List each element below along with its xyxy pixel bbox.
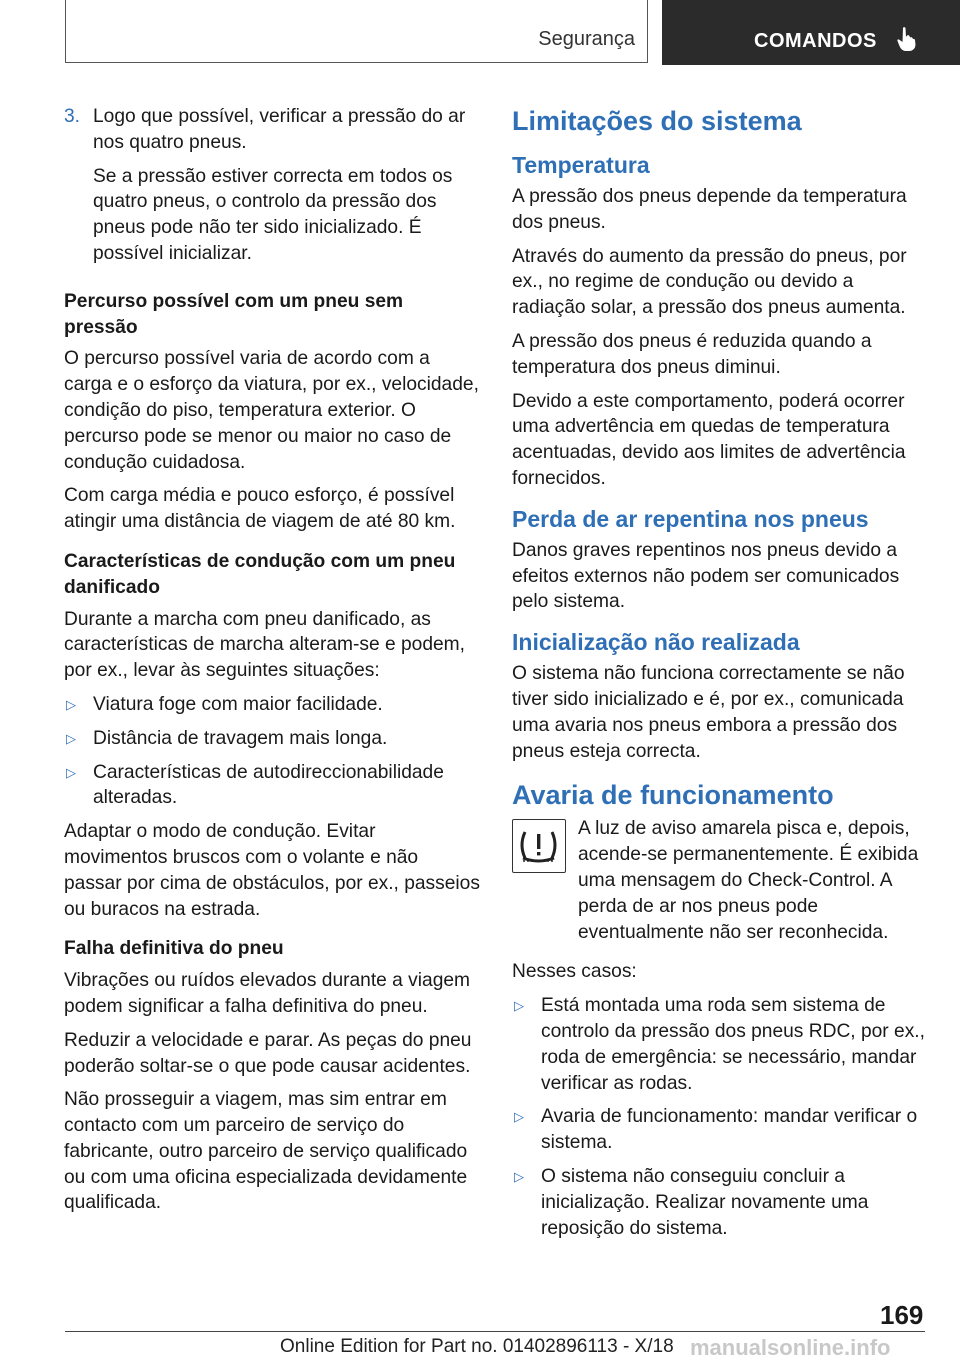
hand-pointer-icon [896, 26, 918, 52]
right-column [512, 104, 928, 1249]
list-item [512, 993, 928, 1096]
heading-temperatura: Temperatura [512, 152, 650, 178]
footer-edition-text: Online Edition for Part no. 01402896113 - X/18 [280, 1336, 674, 1357]
footer-divider [65, 1331, 925, 1332]
warning-block [512, 816, 928, 945]
paragraph-falha-3: Não prosseguir a viagem, mas sim entrar em contacto com um parceiro de serviço do fabricante, outro parceiro de serviço qualificado ou com uma oficina especializada devidamente qualificada. [64, 1089, 468, 1214]
list-caracteristicas [64, 692, 480, 811]
list-item-text: Está montada uma roda sem sistema de controlo da pressão dos pneus RDC, por ex., roda de emergência: se necessário, mandar verificar as rodas. [541, 995, 925, 1094]
paragraph-inicializacao: O sistema não funciona correctamente se não tiver sido inicializado e é, por ex., comunicada uma avaria nos pneus embora a pressão dos pneus esteja correcta. [512, 663, 905, 762]
header-chapter-tab [662, 0, 960, 65]
triangle-bullet-icon: ▷ [514, 998, 524, 1014]
step-3-text: Logo que possível, verificar a pressão do ar nos quatro pneus. [93, 106, 466, 153]
paragraph-falha-1: Vibrações ou ruídos elevados durante a viagem podem significar a falha definitiva do pneu. [64, 970, 471, 1017]
step-number: 3. [64, 106, 81, 127]
paragraph-percurso-2: Com carga média e pouco esforço, é possível atingir uma distância de viagem de até 80 km. [64, 485, 456, 533]
paragraph-temp-3: A pressão dos pneus é reduzida quando a temperatura dos pneus diminui. [512, 330, 872, 378]
heading-limitacoes: Limitações do sistema [512, 106, 802, 136]
header-chapter-label: COMANDOS [754, 30, 877, 52]
triangle-bullet-icon: ▷ [66, 764, 76, 780]
list-item [64, 692, 480, 718]
tire-pressure-warning-icon [512, 819, 566, 873]
paragraph-percurso-1: O percurso possível varia de acordo com a carga e o esforço da viatura, por ex., velocidade, condição do piso, temperatura exterior. O percurso pode se menor ou maior no caso de condução cuidadosa. [64, 348, 479, 473]
triangle-bullet-icon: ▷ [66, 730, 76, 746]
watermark: manualsonline.info [690, 1335, 891, 1360]
paragraph-casos: Nesses casos: [512, 961, 637, 983]
paragraph-temp-4: Devido a este comportamento, poderá ocorrer uma advertência em quedas de temperatura acentuadas, devido aos limites de advertência fornecidos. [512, 390, 906, 489]
heading-avaria: Avaria de funcionamento [512, 780, 834, 811]
list-item-text: O sistema não conseguiu concluir a inicialização. Realizar novamente uma reposição do sistema. [541, 1165, 869, 1239]
heading-percurso: Percurso possível com um pneu sem pressão [64, 290, 404, 338]
list-item-text: Viatura foge com maior facilidade. [93, 693, 383, 715]
list-item [64, 726, 480, 752]
paragraph-caracteristicas: Durante a marcha com pneu danificado, as características de marcha alteram-se e podem, por ex., levar às seguintes situações: [64, 608, 465, 682]
heading-caracteristicas: Características de condução com um pneu danificado [64, 550, 456, 598]
header-section-title: Segurança [538, 28, 635, 50]
paragraph-perda: Danos graves repentinos nos pneus devido a efeitos externos não podem ser comunicados pelo sistema. [512, 539, 900, 613]
heading-perda: Perda de ar repentina nos pneus [512, 505, 869, 532]
triangle-bullet-icon: ▷ [66, 696, 76, 712]
list-casos [512, 993, 928, 1241]
paragraph-temp-2: Através do aumento da pressão do pneus, por ex., no regime de condução ou devido a radiação solar, a pressão dos pneus aumenta. [512, 245, 907, 319]
paragraph-avaria: A luz de aviso amarela pisca e, depois, acende-se permanentemente. É exibida uma mensagem do Check-Control. A perda de ar nos pneus pode eventualmente não ser reconhecida. [578, 818, 919, 943]
paragraph-adaptar: Adaptar o modo de condução. Evitar movimentos bruscos com o volante e não passar por cima de obstáculos, por ex., passeios ou buracos na estrada. [64, 821, 480, 920]
list-item-text: Avaria de funcionamento: mandar verificar o sistema. [541, 1106, 918, 1154]
paragraph-temp-1: A pressão dos pneus depende da temperatura dos pneus. [512, 186, 907, 233]
list-item [64, 760, 480, 812]
step-3 [64, 104, 480, 275]
triangle-bullet-icon: ▷ [514, 1168, 524, 1184]
step-3-note: Se a pressão estiver correcta em todos os quatro pneus, o controlo da pressão dos pneus pode não ter sido inicializado. É possível inicializar. [93, 165, 453, 264]
header-section-box [65, 0, 648, 63]
list-item-text: Distância de travagem mais longa. [93, 727, 388, 749]
list-item-text: Características de autodireccionabilidade alteradas. [93, 761, 444, 809]
heading-inicializacao: Inicialização não realizada [512, 629, 800, 656]
paragraph-falha-2: Reduzir a velocidade e parar. As peças do pneu poderão soltar-se o que pode causar acidentes. [64, 1029, 472, 1077]
left-column [64, 104, 480, 1224]
page-number: 169 [880, 1300, 924, 1330]
triangle-bullet-icon: ▷ [514, 1109, 524, 1125]
list-item [512, 1104, 928, 1156]
list-item [512, 1164, 928, 1241]
heading-falha: Falha definitiva do pneu [64, 938, 284, 960]
